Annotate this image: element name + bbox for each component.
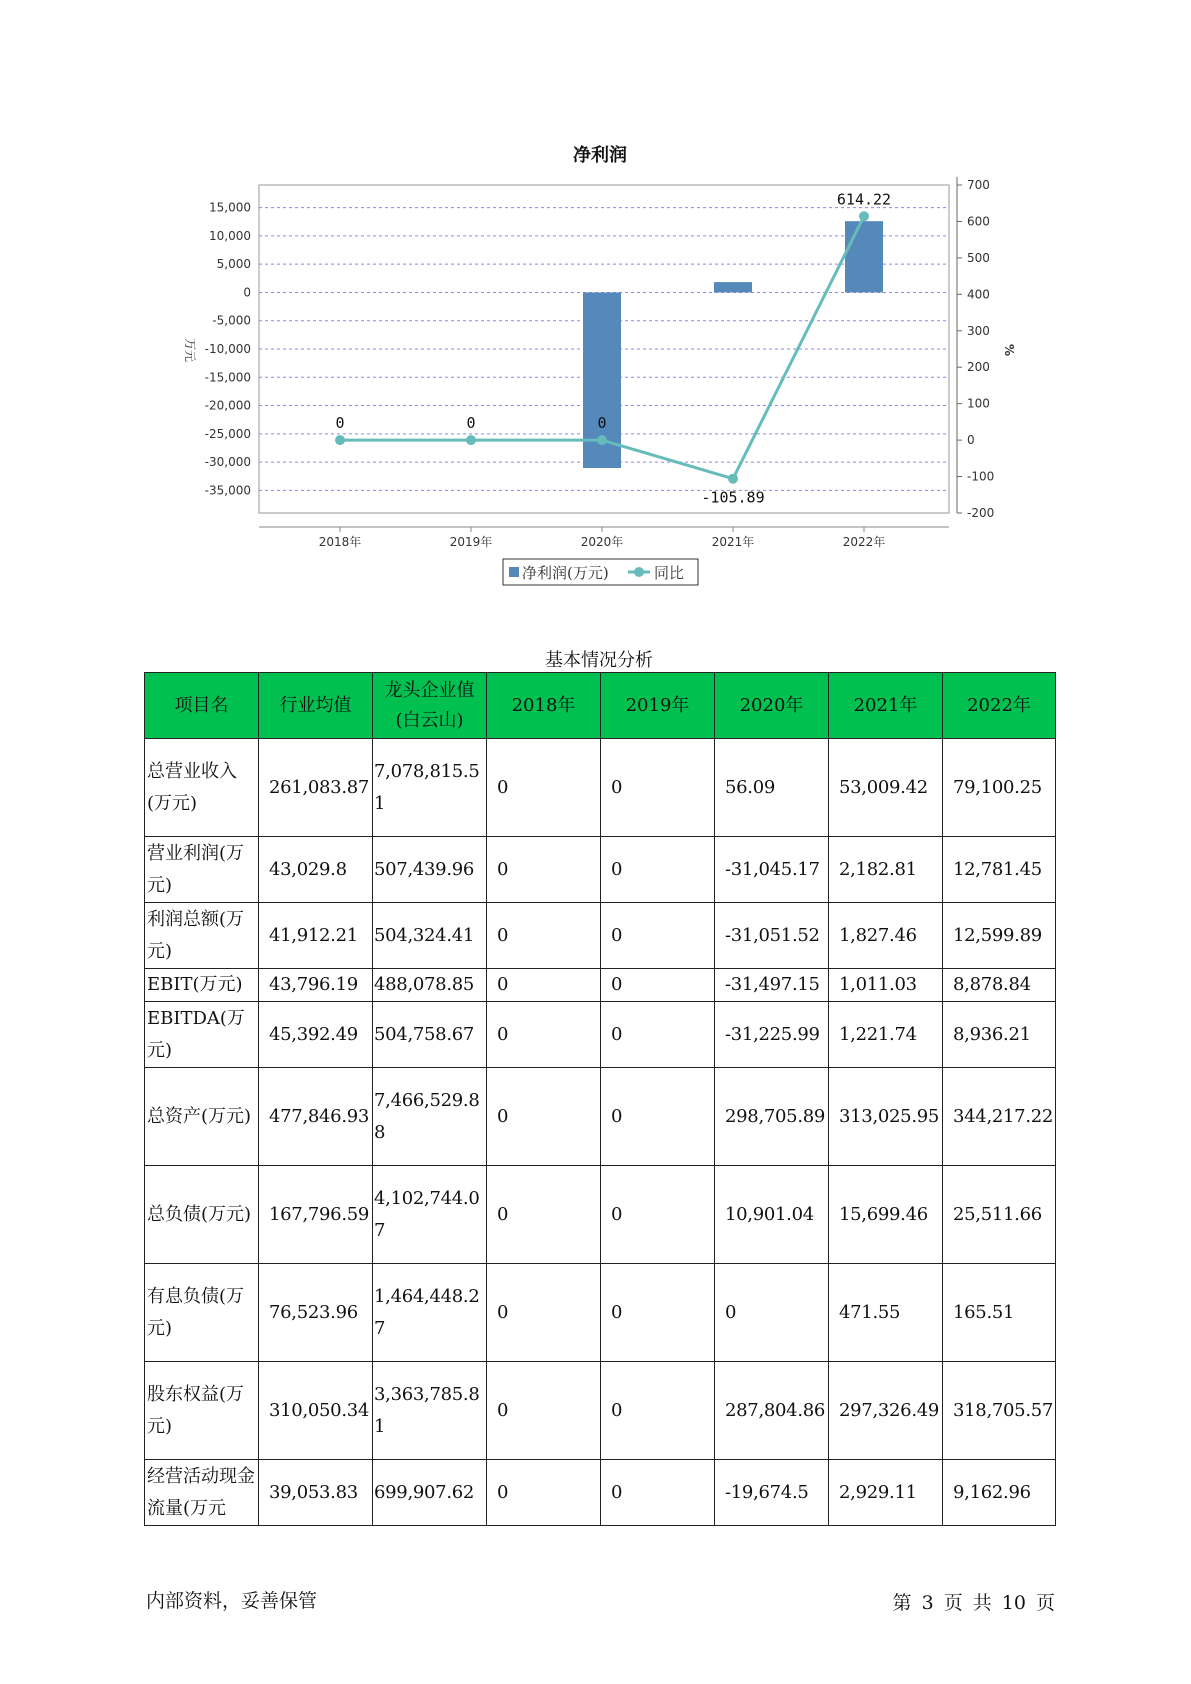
cell-2021: 313,025.95	[829, 1068, 943, 1166]
table-row	[145, 903, 1056, 969]
cell-industry-avg: 477,846.93	[259, 1068, 373, 1166]
cell-industry-avg: 39,053.83	[259, 1460, 373, 1526]
left-tick-label: -15,000	[204, 370, 251, 385]
cell-2018: 0	[487, 1002, 601, 1068]
header-2019: 2019年	[601, 673, 715, 739]
left-tick-label: 5,000	[216, 257, 251, 272]
left-tick-label: -5,000	[212, 313, 251, 328]
table-row	[145, 969, 1056, 1002]
cell-2020: -31,497.15	[715, 969, 829, 1002]
yoy-data-label: 0	[466, 414, 476, 433]
cell-industry-avg: 261,083.87	[259, 739, 373, 837]
table-row	[145, 1068, 1056, 1166]
table-row	[145, 1460, 1056, 1526]
footer-page-number: 第 3 页 共 10 页	[892, 1592, 1055, 1614]
cell-2019: 0	[601, 1264, 715, 1362]
cell-industry-avg: 41,912.21	[259, 903, 373, 969]
cell-2021: 2,182.81	[829, 837, 943, 903]
row-label: 股东权益(万元)	[145, 1362, 259, 1460]
cell-2020: -31,225.99	[715, 1002, 829, 1068]
profit-bar	[845, 221, 883, 292]
cell-industry-avg: 167,796.59	[259, 1166, 373, 1264]
cell-leader-value: 7,078,815.51	[373, 739, 487, 837]
yoy-point	[466, 435, 476, 445]
cell-2019: 0	[601, 969, 715, 1002]
cell-2021: 297,326.49	[829, 1362, 943, 1460]
cell-2018: 0	[487, 903, 601, 969]
header-2022: 2022年	[943, 673, 1056, 739]
table-header-row	[145, 673, 1056, 739]
right-tick-label: 600	[967, 214, 990, 229]
cell-industry-avg: 43,796.19	[259, 969, 373, 1002]
cell-2018: 0	[487, 1460, 601, 1526]
table-row	[145, 739, 1056, 837]
chart-title: 净利润	[573, 145, 627, 166]
cell-2019: 0	[601, 1460, 715, 1526]
right-tick-label: -200	[967, 506, 995, 520]
cell-2021: 1,221.74	[829, 1002, 943, 1068]
legend-line-label: 同比	[654, 564, 685, 582]
cell-2020: 56.09	[715, 739, 829, 837]
yoy-data-label: 0	[335, 414, 345, 433]
header-item-name: 项目名	[145, 673, 259, 739]
cell-2020: -19,674.5	[715, 1460, 829, 1526]
cell-2022: 344,217.22	[943, 1068, 1056, 1166]
row-label: 总营业收入(万元)	[145, 739, 259, 837]
left-axis-label: 万元	[183, 337, 197, 363]
cell-2018: 0	[487, 1264, 601, 1362]
right-tick-label: 500	[967, 250, 990, 265]
cell-leader-value: 7,466,529.88	[373, 1068, 487, 1166]
cell-leader-value: 507,439.96	[373, 837, 487, 903]
cell-2022: 8,936.21	[943, 1002, 1056, 1068]
cell-2020: 287,804.86	[715, 1362, 829, 1460]
right-tick-label: -100	[967, 469, 995, 484]
footer-confidential-note: 内部资料，妥善保管	[146, 1590, 318, 1612]
yoy-data-label: -105.89	[701, 488, 765, 507]
cell-2018: 0	[487, 1166, 601, 1264]
cell-2019: 0	[601, 903, 715, 969]
table-row	[145, 1002, 1056, 1068]
cell-2022: 79,100.25	[943, 739, 1056, 837]
cell-2020: -31,045.17	[715, 837, 829, 903]
cell-2021: 1,011.03	[829, 969, 943, 1002]
header-2021: 2021年	[829, 673, 943, 739]
legend-bar-label: 净利润(万元)	[522, 564, 609, 582]
left-tick-label: -35,000	[204, 483, 251, 498]
net-profit-chart	[0, 0, 1191, 600]
cell-2019: 0	[601, 837, 715, 903]
right-axis-label: %	[1002, 343, 1016, 357]
cell-leader-value: 4,102,744.07	[373, 1166, 487, 1264]
cell-2022: 12,781.45	[943, 837, 1056, 903]
yoy-data-label: 0	[597, 414, 607, 433]
cell-2020: 298,705.89	[715, 1068, 829, 1166]
left-tick-label: -10,000	[204, 342, 251, 356]
header-2020: 2020年	[715, 673, 829, 739]
cell-2021: 53,009.42	[829, 739, 943, 837]
cell-2022: 9,162.96	[943, 1460, 1056, 1526]
cell-industry-avg: 43,029.8	[259, 837, 373, 903]
yoy-point	[859, 211, 869, 221]
cell-industry-avg: 45,392.49	[259, 1002, 373, 1068]
row-label: 总负债(万元)	[145, 1166, 259, 1264]
header-leader-value: 龙头企业值(白云山)	[373, 673, 487, 739]
row-label: EBITDA(万元)	[145, 1002, 259, 1068]
cell-2019: 0	[601, 739, 715, 837]
left-tick-label: 0	[243, 285, 251, 300]
cell-industry-avg: 76,523.96	[259, 1264, 373, 1362]
table-row	[145, 837, 1056, 903]
profit-bar	[714, 282, 752, 292]
cell-leader-value: 1,464,448.27	[373, 1264, 487, 1362]
yoy-data-label: 614.22	[836, 190, 892, 209]
cell-2021: 15,699.46	[829, 1166, 943, 1264]
cell-2018: 0	[487, 739, 601, 837]
x-tick-label: 2018年	[318, 535, 362, 549]
yoy-point	[728, 474, 738, 484]
row-label: 利润总额(万元)	[145, 903, 259, 969]
left-tick-label: -30,000	[204, 455, 251, 470]
table-row	[145, 1264, 1056, 1362]
left-tick-label: 15,000	[209, 200, 251, 215]
cell-industry-avg: 310,050.34	[259, 1362, 373, 1460]
legend-line-marker	[634, 567, 644, 577]
cell-2020: -31,051.52	[715, 903, 829, 969]
cell-2018: 0	[487, 1362, 601, 1460]
cell-2019: 0	[601, 1362, 715, 1460]
table-row	[145, 1362, 1056, 1460]
cell-2019: 0	[601, 1068, 715, 1166]
yoy-point	[335, 435, 345, 445]
row-label: 总资产(万元)	[145, 1068, 259, 1166]
basic-analysis-table	[144, 672, 1056, 1526]
right-tick-label: 300	[967, 323, 990, 338]
cell-2018: 0	[487, 1068, 601, 1166]
table-title: 基本情况分析	[545, 650, 653, 671]
x-tick-label: 2019年	[449, 535, 493, 549]
row-label: 有息负债(万元)	[145, 1264, 259, 1362]
x-tick-label: 2020年	[580, 535, 624, 549]
right-tick-label: 400	[967, 287, 990, 302]
cell-leader-value: 504,758.67	[373, 1002, 487, 1068]
cell-leader-value: 488,078.85	[373, 969, 487, 1002]
left-tick-label: 10,000	[209, 228, 251, 243]
table-row	[145, 1166, 1056, 1264]
right-tick-label: 200	[967, 360, 990, 375]
left-tick-label: -25,000	[204, 426, 251, 441]
cell-2022: 25,511.66	[943, 1166, 1056, 1264]
header-industry-avg: 行业均值	[259, 673, 373, 739]
cell-2022: 8,878.84	[943, 969, 1056, 1002]
cell-2020: 10,901.04	[715, 1166, 829, 1264]
cell-2022: 165.51	[943, 1264, 1056, 1362]
cell-2021: 1,827.46	[829, 903, 943, 969]
chart-legend	[503, 559, 698, 585]
cell-2021: 471.55	[829, 1264, 943, 1362]
row-label: 经营活动现金流量(万元	[145, 1460, 259, 1526]
cell-leader-value: 3,363,785.81	[373, 1362, 487, 1460]
cell-leader-value: 699,907.62	[373, 1460, 487, 1526]
right-tick-label: 0	[967, 433, 975, 448]
cell-leader-value: 504,324.41	[373, 903, 487, 969]
cell-2018: 0	[487, 969, 601, 1002]
cell-2019: 0	[601, 1166, 715, 1264]
cell-2020: 0	[715, 1264, 829, 1362]
cell-2022: 318,705.57	[943, 1362, 1056, 1460]
cell-2021: 2,929.11	[829, 1460, 943, 1526]
row-label: EBIT(万元)	[145, 969, 259, 1002]
legend-bar-swatch	[509, 567, 519, 577]
right-tick-label: 700	[967, 178, 990, 192]
right-tick-label: 100	[967, 396, 990, 411]
x-tick-label: 2021年	[711, 535, 755, 549]
cell-2022: 12,599.89	[943, 903, 1056, 969]
cell-2019: 0	[601, 1002, 715, 1068]
x-tick-label: 2022年	[842, 535, 886, 549]
cell-2018: 0	[487, 837, 601, 903]
yoy-point	[597, 435, 607, 445]
header-2018: 2018年	[487, 673, 601, 739]
row-label: 营业利润(万元)	[145, 837, 259, 903]
left-tick-label: -20,000	[204, 398, 251, 413]
